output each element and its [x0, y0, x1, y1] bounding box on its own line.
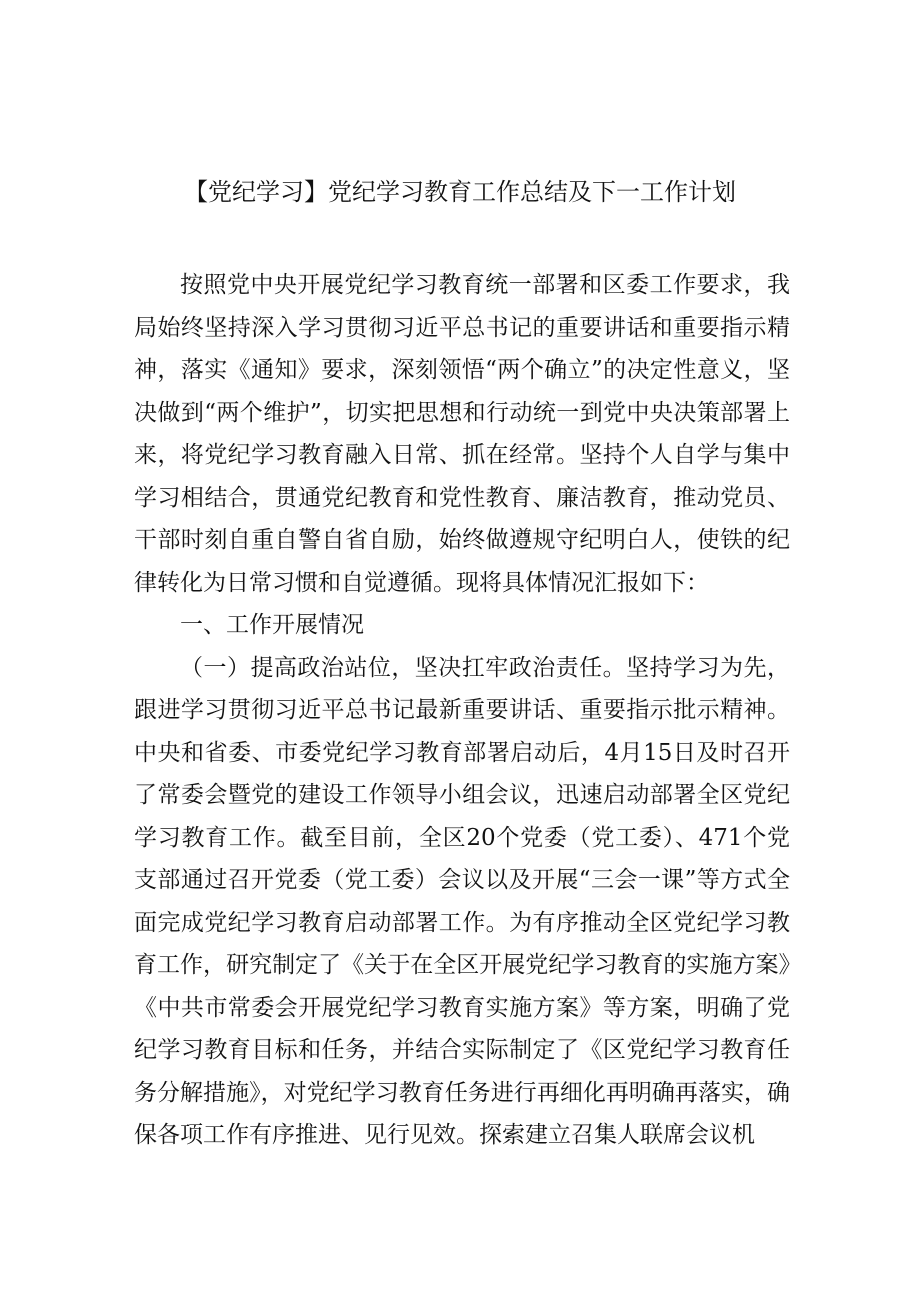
document-body — [134, 264, 790, 1157]
document-title: 【党纪学习】党纪学习教育工作总结及下一工作计划 — [184, 178, 736, 206]
intro-paragraph: 按照党中央开展党纪学习教育统一部署和区委工作要求，我局始终坚持深入学习贯彻习近平总书记的重要讲话和重要指示精神，落实《通知》要求，深刻领悟“两个确立”的决定性意义，坚决做到“两个维护”，切实把思想和行动统一到党中央决策部署上来，将党纪学习教育融入日常、抓在经常。坚持个人自学与集中学习相结合，贯通党纪教育和党性教育、廉洁教育，推动党员、干部时刻自重自警自省自励，始终做遵规守纪明白人，使铁的纪律转化为日常习惯和自觉遵循。现将具体情况汇报如下： — [134, 272, 790, 596]
section-paragraph: （一）提高政治站位，坚决扛牢政治责任。坚持学习为先，跟进学习贯彻习近平总书记最新重要讲话、重要指示批示精神。中央和省委、市委党纪学习教育部署启动后，4月15日及时召开了常委会暨党的建设工作领导小组会议，迅速启动部署全区党纪学习教育工作。截至目前，全区20个党委（党工委）、471个党支部通过召开党委（党工委）会议以及开展“三会一课”等方式全面完成党纪学习教育启动部署工作。为有序推动全区党纪学习教育工作，研究制定了《关于在全区开展党纪学习教育的实施方案》《中共市常委会开展党纪学习教育实施方案》等方案，明确了党纪学习教育目标和任务，并结合实际制定了《区党纪学习教育任务分解措施》，对党纪学习教育任务进行再细化再明确再落实，确保各项工作有序推进、见行见效。探索建立召集人联席会议机 — [134, 654, 790, 1148]
section-heading: 一、工作开展情况 — [180, 612, 364, 638]
